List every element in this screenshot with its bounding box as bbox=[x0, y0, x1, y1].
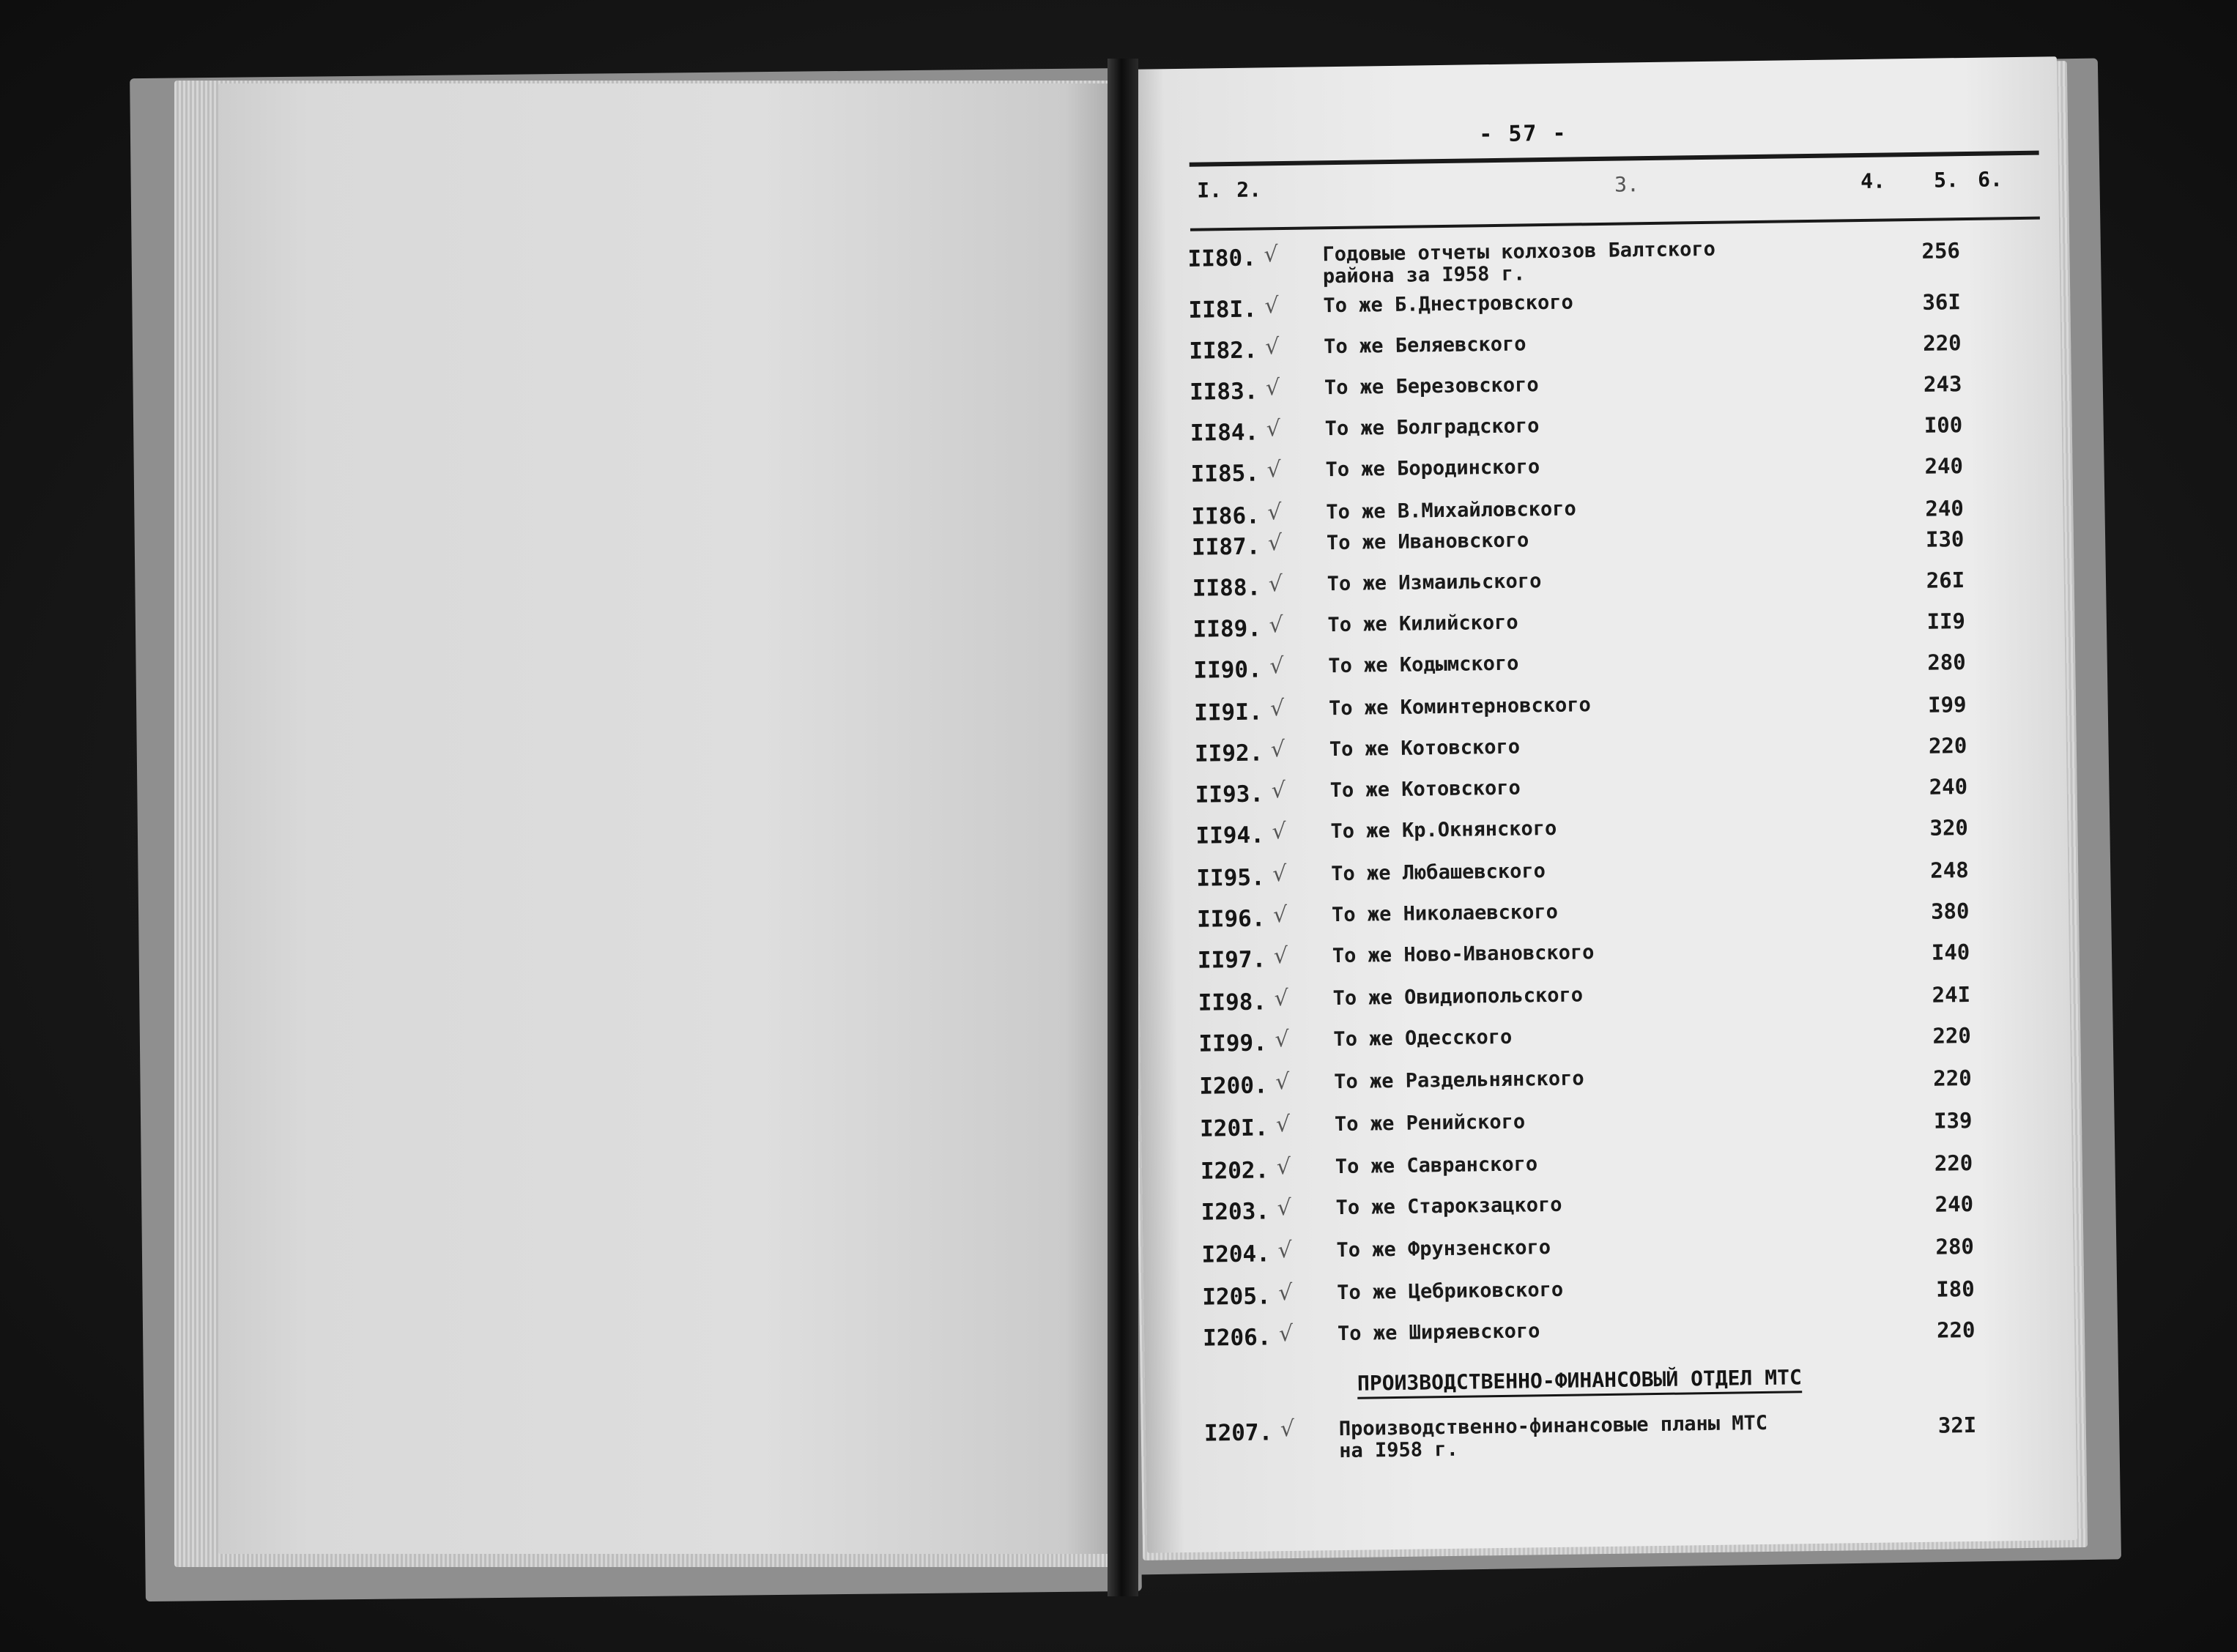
entry-title bbox=[1337, 1279, 1563, 1304]
list-item bbox=[1190, 409, 2011, 450]
list-item bbox=[1192, 564, 2013, 605]
entry-title bbox=[1324, 374, 1539, 399]
check-mark-icon: √ bbox=[1276, 1153, 1291, 1180]
entry-title-line: То же Ново-Ивановского bbox=[1332, 941, 1595, 968]
entry-page-count: I30 bbox=[1925, 527, 1965, 552]
entry-page-count: I40 bbox=[1931, 940, 1970, 965]
entry-page-count: 240 bbox=[1929, 774, 1968, 800]
entry-number: I206. bbox=[1202, 1324, 1272, 1352]
column-header-6: 6. bbox=[1977, 167, 2003, 192]
entry-page-count: 220 bbox=[1932, 1022, 1972, 1049]
list-item bbox=[1195, 729, 2015, 770]
entry-page-count: 220 bbox=[1934, 1150, 1973, 1176]
entry-title bbox=[1333, 1027, 1512, 1051]
column-header-5: 5. bbox=[1933, 168, 1959, 193]
entry-title-line: То же В.Михайловского bbox=[1326, 497, 1576, 524]
entry-number: I204. bbox=[1201, 1240, 1271, 1268]
entry-number: II86. bbox=[1191, 502, 1261, 530]
entry-title bbox=[1334, 1068, 1584, 1093]
check-mark-icon: √ bbox=[1275, 1111, 1291, 1138]
entry-page-count: 32I bbox=[1937, 1412, 1977, 1438]
entry-title bbox=[1335, 1112, 1525, 1136]
list-item bbox=[1198, 1019, 2019, 1060]
list-item bbox=[1197, 895, 2017, 936]
entry-page-count: 320 bbox=[1929, 815, 1969, 841]
entry-title-line: То же Ширяевского bbox=[1337, 1320, 1540, 1346]
list-item bbox=[1190, 368, 2010, 409]
check-mark-icon: √ bbox=[1272, 902, 1288, 929]
entry-number: II96. bbox=[1196, 905, 1266, 933]
check-mark-icon: √ bbox=[1278, 1279, 1293, 1306]
entry-number: II88. bbox=[1192, 574, 1261, 602]
entry-title-line: То же Цебриковского bbox=[1337, 1278, 1564, 1305]
entry-number: II89. bbox=[1192, 615, 1262, 643]
check-mark-icon: √ bbox=[1275, 1027, 1289, 1053]
entry-page-count: I99 bbox=[1927, 692, 1967, 718]
list-item bbox=[1188, 286, 2008, 327]
entry-page-count: 220 bbox=[1928, 733, 1967, 759]
entry-page-count: 280 bbox=[1935, 1233, 1975, 1260]
entry-number: I202. bbox=[1200, 1157, 1269, 1185]
entry-title-line: То же Савранского bbox=[1335, 1153, 1538, 1179]
entry-title bbox=[1338, 1320, 1540, 1345]
entry-number: II97. bbox=[1197, 946, 1266, 974]
column-header-3: 3. bbox=[1614, 172, 1640, 197]
entry-page-count: 220 bbox=[1936, 1317, 1976, 1343]
check-mark-icon: √ bbox=[1269, 653, 1284, 680]
entry-number: II99. bbox=[1198, 1030, 1268, 1057]
entry-number: I200. bbox=[1199, 1072, 1268, 1100]
entry-title bbox=[1327, 570, 1542, 595]
entry-title-line: То же Бородинского bbox=[1325, 455, 1540, 482]
entry-title bbox=[1335, 1194, 1562, 1219]
entry-number: II90. bbox=[1193, 656, 1262, 684]
list-item bbox=[1201, 1230, 2022, 1271]
entry-page-count: 256 bbox=[1921, 238, 1961, 264]
entry-title bbox=[1332, 942, 1595, 967]
entry-page-count: I00 bbox=[1923, 412, 1963, 438]
right-page bbox=[1127, 56, 2077, 1553]
list-item bbox=[1187, 234, 2008, 289]
entry-title-line: То же Раздельнянского bbox=[1334, 1067, 1584, 1094]
list-item bbox=[1193, 646, 2014, 687]
entry-title-line-2: района за I958 г. bbox=[1322, 262, 1526, 289]
list-item bbox=[1194, 688, 2014, 729]
entry-page-count: 26I bbox=[1926, 568, 1965, 593]
check-mark-icon: √ bbox=[1272, 819, 1286, 845]
entry-title-line: То же Фрунзенского bbox=[1336, 1236, 1551, 1262]
column-header-4: 4. bbox=[1860, 168, 1886, 193]
check-mark-icon: √ bbox=[1266, 416, 1281, 442]
entry-title-line: То же Болградского bbox=[1324, 414, 1540, 441]
entry-number: II93. bbox=[1195, 781, 1264, 808]
entry-title-line: То же Любашевского bbox=[1331, 860, 1546, 886]
entry-title bbox=[1339, 1413, 1768, 1462]
entry-title-line: То же Кр.Окнянского bbox=[1330, 816, 1557, 844]
list-item bbox=[1190, 450, 2011, 491]
entry-title bbox=[1335, 1153, 1538, 1178]
entry-title bbox=[1325, 456, 1540, 481]
list-item bbox=[1196, 854, 2017, 895]
check-mark-icon: √ bbox=[1267, 530, 1283, 557]
entry-number: II9I. bbox=[1193, 699, 1263, 726]
list-item bbox=[1202, 1273, 2022, 1314]
check-mark-icon: √ bbox=[1277, 1194, 1292, 1221]
entry-title bbox=[1330, 818, 1557, 843]
entry-title bbox=[1322, 239, 1715, 288]
entry-title-line: То же Одесского bbox=[1333, 1025, 1513, 1052]
entry-title-line: То же Коминтерновского bbox=[1328, 693, 1591, 721]
check-mark-icon: √ bbox=[1277, 1237, 1292, 1264]
table-header-rule-top bbox=[1190, 151, 2039, 167]
check-mark-icon: √ bbox=[1269, 696, 1285, 722]
list-item bbox=[1200, 1104, 2020, 1145]
left-page-blank bbox=[218, 83, 1119, 1554]
entry-number: I203. bbox=[1201, 1198, 1270, 1226]
check-mark-icon: √ bbox=[1264, 242, 1278, 268]
check-mark-icon: √ bbox=[1267, 499, 1282, 526]
entry-title-line: То же Б.Днестровского bbox=[1323, 291, 1574, 318]
entry-title bbox=[1323, 291, 1573, 317]
entry-page-count: 240 bbox=[1925, 496, 1965, 521]
entry-number: I20I. bbox=[1199, 1115, 1269, 1142]
entry-title-line: То же Старокзацкого bbox=[1335, 1193, 1562, 1220]
section-heading: ПРОИЗВОДСТВЕННО-ФИНАНСОВЫЙ ОТДЕЛ МТС bbox=[1357, 1365, 1802, 1399]
entry-title-line: То же Овидиопольского bbox=[1332, 983, 1584, 1011]
list-item bbox=[1201, 1147, 2021, 1188]
page-number: - 57 - bbox=[1478, 120, 1568, 148]
entry-number: I207. bbox=[1203, 1419, 1273, 1447]
check-mark-icon: √ bbox=[1266, 457, 1281, 483]
entry-title-line: То же Николаевского bbox=[1331, 900, 1559, 927]
entry-page-count: 240 bbox=[1924, 453, 1964, 479]
column-header-1: I. bbox=[1197, 178, 1223, 203]
entry-number: II80. bbox=[1187, 245, 1257, 272]
list-item bbox=[1203, 1314, 2023, 1355]
entry-number: II82. bbox=[1189, 337, 1258, 365]
entry-page-count: 240 bbox=[1934, 1191, 1974, 1217]
entry-title-line: То же Килийского bbox=[1327, 611, 1518, 637]
list-item bbox=[1198, 978, 2018, 1019]
entry-title bbox=[1328, 653, 1518, 678]
entry-page-count: 248 bbox=[1930, 857, 1969, 883]
entry-number: I205. bbox=[1202, 1283, 1271, 1311]
list-item bbox=[1203, 1409, 2025, 1463]
entry-number: II8I. bbox=[1188, 296, 1258, 324]
check-mark-icon: √ bbox=[1271, 778, 1286, 804]
column-header-2: 2. bbox=[1236, 177, 1262, 202]
entry-page-count: 243 bbox=[1923, 371, 1962, 397]
entry-number: II84. bbox=[1190, 419, 1259, 447]
entry-title-line: Годовые отчеты колхозов Балтского bbox=[1322, 237, 1716, 267]
check-mark-icon: √ bbox=[1264, 334, 1280, 360]
check-mark-icon: √ bbox=[1280, 1415, 1295, 1443]
entry-title-line: То же Ивановского bbox=[1326, 529, 1529, 555]
entry-page-count: I39 bbox=[1933, 1107, 1973, 1134]
entry-number: II87. bbox=[1191, 533, 1261, 561]
entry-title bbox=[1324, 333, 1526, 358]
entry-number: II94. bbox=[1195, 822, 1265, 849]
entry-page-count: 280 bbox=[1927, 650, 1966, 675]
entry-title bbox=[1327, 612, 1518, 637]
entry-title bbox=[1329, 778, 1520, 803]
entry-title-line: То же Беляевского bbox=[1324, 332, 1526, 359]
entry-title bbox=[1332, 984, 1583, 1010]
table-header-rule-bottom bbox=[1190, 217, 2040, 231]
check-mark-icon: √ bbox=[1273, 943, 1288, 970]
entry-page-count: I80 bbox=[1936, 1276, 1975, 1302]
entry-number: II98. bbox=[1198, 989, 1267, 1016]
entry-title-line: То же Измаильского bbox=[1327, 570, 1542, 596]
entry-title bbox=[1329, 694, 1591, 720]
entry-title bbox=[1327, 529, 1529, 554]
entry-title-line-2: на I958 г. bbox=[1339, 1437, 1459, 1463]
entry-page-count: 380 bbox=[1930, 898, 1970, 924]
entry-number: II85. bbox=[1190, 460, 1260, 488]
list-item bbox=[1189, 327, 2009, 368]
entry-title-line: То же Котовского bbox=[1329, 776, 1521, 803]
entry-page-count: 24I bbox=[1932, 982, 1971, 1008]
check-mark-icon: √ bbox=[1272, 861, 1287, 888]
entry-title-line: Производственно-финансовые планы МТС bbox=[1338, 1411, 1768, 1441]
check-mark-icon: √ bbox=[1270, 737, 1286, 763]
check-mark-icon: √ bbox=[1264, 293, 1279, 319]
book-gutter bbox=[1108, 59, 1138, 1596]
entry-title bbox=[1325, 415, 1540, 440]
list-item bbox=[1195, 811, 2016, 852]
list-item bbox=[1199, 1062, 2019, 1103]
list-item bbox=[1195, 770, 2016, 811]
entry-page-count: 36I bbox=[1922, 289, 1962, 315]
entry-title bbox=[1336, 1237, 1551, 1262]
entry-title bbox=[1329, 737, 1520, 762]
entry-page-count: 220 bbox=[1923, 330, 1962, 356]
check-mark-icon: √ bbox=[1278, 1320, 1294, 1347]
entry-title-line: То же Кодымского bbox=[1328, 652, 1519, 678]
entry-title-line: То же Котовского bbox=[1329, 735, 1521, 762]
entry-number: II92. bbox=[1194, 740, 1264, 767]
check-mark-icon: √ bbox=[1274, 986, 1289, 1012]
list-item bbox=[1198, 936, 2018, 977]
entry-title bbox=[1326, 498, 1576, 524]
check-mark-icon: √ bbox=[1275, 1068, 1290, 1095]
entry-title bbox=[1331, 860, 1546, 885]
list-item bbox=[1192, 605, 2013, 646]
entry-title-line: То же Березовского bbox=[1324, 373, 1539, 400]
entry-number: II83. bbox=[1189, 378, 1258, 406]
list-item bbox=[1201, 1188, 2021, 1229]
entry-page-count: 220 bbox=[1933, 1065, 1972, 1091]
entry-number: II95. bbox=[1196, 864, 1265, 892]
entry-page-count: II9 bbox=[1926, 609, 1966, 634]
check-mark-icon: √ bbox=[1268, 571, 1283, 598]
entry-title-line: То же Ренийского bbox=[1334, 1110, 1526, 1136]
check-mark-icon: √ bbox=[1269, 612, 1283, 639]
entry-title bbox=[1332, 901, 1558, 926]
check-mark-icon: √ bbox=[1265, 375, 1280, 401]
